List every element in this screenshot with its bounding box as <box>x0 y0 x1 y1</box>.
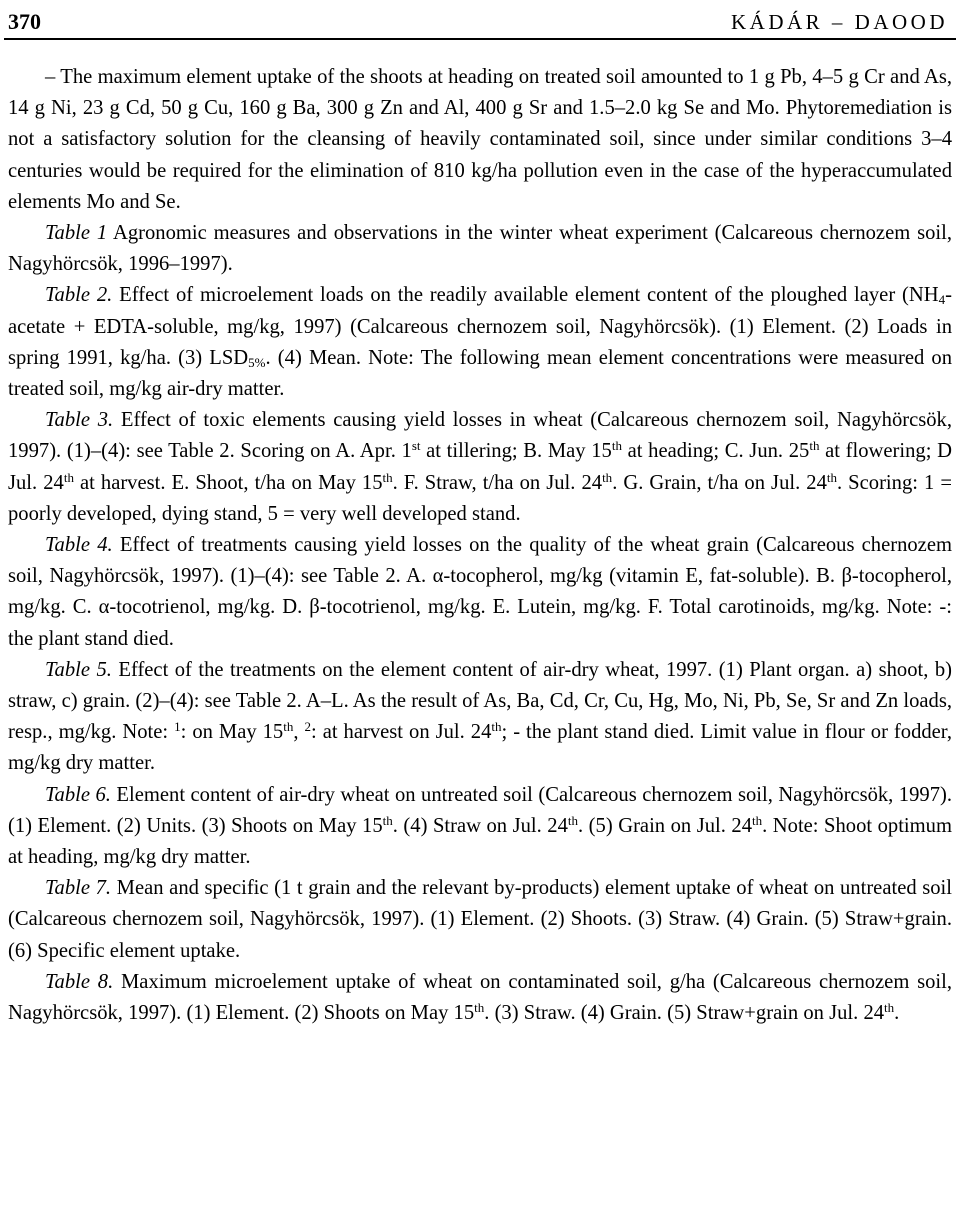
superscript: 2 <box>304 719 311 735</box>
caption-label: Table 6. <box>45 783 111 806</box>
page-header <box>4 4 956 40</box>
caption-text: : at harvest on Jul. 24 <box>311 721 492 744</box>
superscript: th <box>826 469 837 485</box>
caption-label: Table 3. <box>45 409 114 432</box>
caption-text: . Note: Shoot optimum at heading, mg/kg dry matter. <box>8 814 952 869</box>
caption-text: . (3) Straw. (4) Grain. (5) Straw+grain on Jul. 24 <box>484 1002 885 1025</box>
running-head: KÁDÁR – DAOOD <box>731 10 948 34</box>
subscript: 4 <box>938 292 946 308</box>
caption-text: -acetate + EDTA-soluble, mg/kg, 1997) (Calcareous chernozem soil, Nagyhörcsök). (1) Element. (2) Loads in spring 1991, kg/ha. (3) LSD <box>8 284 952 369</box>
subscript: 5% <box>248 354 266 370</box>
caption-label: Table 4. <box>45 534 113 557</box>
caption-text: at harvest. E. Shoot, t/ha on May 15 <box>73 471 383 494</box>
caption-label: Table 1 <box>45 222 108 245</box>
superscript: th <box>567 812 579 828</box>
caption-text: . F. Straw, t/ha on Jul. 24 <box>392 471 603 494</box>
caption-table-7 <box>8 873 952 967</box>
caption-text: Effect of the treatments on the element content of air-dry wheat, 1997. (1) Plant organ. a) shoot, b) straw, c) grain. (2)–(4): see Table 2. A–L. As the result of As, Ba, Cd, Cr, Cu, Hg, Mo, Ni, Pb, Se, Sr and Zn loads, resp., mg/kg. Note: <box>8 658 952 744</box>
caption-text: . (5) Grain on Jul. 24 <box>578 814 752 837</box>
superscript: 1 <box>174 719 181 735</box>
caption-text: : on May 15 <box>180 721 284 744</box>
intro-text: – The maximum element uptake of the shoots at heading on treated soil amounted to 1 g Pb, 4–5 g Cr and As, 14 g Ni, 23 g Cd, 50 g Cu, 160 g Ba, 300 g Zn and Al, 400 g Sr and 1.5–2.0 kg Se and Mo. Phytoremediation is not a satisfactory solution for the cleansing of heavily contaminated soil, since under similar conditions 3–4 centuries would be required for the elimination of 810 kg/ha pollution even in the case of the hyperaccumulated elements Mo and Se. <box>8 66 952 213</box>
superscript: th <box>382 812 393 828</box>
superscript: th <box>884 1000 895 1016</box>
superscript: th <box>752 812 763 828</box>
superscript: th <box>63 469 74 485</box>
caption-table-1 <box>8 218 952 280</box>
caption-text: Effect of toxic elements causing yield losses in wheat (Calcareous chernozem soil, Nagyhörcsök, 1997). (1)–(4): see Table 2. Scoring on A. Apr. 1 <box>8 409 952 463</box>
body-text <box>8 62 952 1029</box>
caption-table-2 <box>8 280 952 405</box>
caption-text: . <box>894 1002 900 1025</box>
caption-text: Mean and specific (1 t grain and the relevant by-products) element uptake of wheat on untreated soil (Calcareous chernozem soil, Nagyhörcsök, 1997). (1) Element. (2) Shoots. (3) Straw. (4) Grain. (5) Straw+grain. (6) Specific element uptake. <box>8 877 952 962</box>
superscript: th <box>382 469 393 485</box>
caption-text: . (4) Straw on Jul. 24 <box>392 814 568 837</box>
caption-label: Table 7. <box>45 877 112 900</box>
caption-label: Table 2. <box>45 284 113 307</box>
caption-text: Effect of treatments causing yield losses on the quality of the wheat grain (Calcareous chernozem soil, Nagyhörcsök, 1997). (1)–(4): see Table 2. A. α-tocopherol, mg/kg (vitamin E, fat-soluble). B. β-tocopherol, mg/kg. C. α-tocotrienol, mg/kg. D. β-tocotrienol, mg/kg. E. Lutein, mg/kg. F. Total carotinoids, mg/kg. Note: -: the plant stand died. <box>8 534 952 650</box>
superscript: th <box>491 719 502 735</box>
caption-table-5 <box>8 655 952 780</box>
superscript: th <box>809 438 820 454</box>
caption-text: . G. Grain, t/ha on Jul. 24 <box>612 471 827 494</box>
caption-text: Effect of microelement loads on the readily available element content of the ploughed layer (NH <box>112 284 939 307</box>
caption-text: at tillering; B. May 15 <box>420 440 612 463</box>
caption-text: Maximum microelement uptake of wheat on contaminated soil, g/ha (Calcareous chernozem soil, Nagyhörcsök, 1997). (1) Element. (2) Shoots on May 15 <box>8 970 952 1025</box>
superscript: st <box>411 438 421 454</box>
caption-text: Agronomic measures and observations in the winter wheat experiment (Calcareous chernozem soil, Nagyhörcsök, 1996–1997). <box>8 222 953 276</box>
page-number: 370 <box>8 9 41 34</box>
superscript: th <box>611 438 622 454</box>
caption-text: Element content of air-dry wheat on untreated soil (Calcareous chernozem soil, Nagyhörcsök, 1997). (1) Element. (2) Units. (3) Shoots on May 15 <box>8 783 952 837</box>
caption-text: ; - the plant stand died. Limit value in flour or fodder, mg/kg dry matter. <box>8 721 952 775</box>
caption-text: . (4) Mean. Note: The following mean element concentrations were measured on treated soil, mg/kg air-dry matter. <box>8 346 953 401</box>
caption-text: . Scoring: 1 = poorly developed, dying stand, 5 = very well developed stand. <box>8 471 952 525</box>
superscript: th <box>283 719 294 735</box>
intro-paragraph <box>8 62 952 218</box>
caption-text: , <box>293 721 305 744</box>
caption-table-6 <box>8 780 952 874</box>
caption-text: at heading; C. Jun. 25 <box>621 440 810 463</box>
caption-table-8 <box>8 967 952 1029</box>
caption-text: at flowering; D Jul. 24 <box>8 440 952 494</box>
caption-label: Table 8. <box>45 970 114 993</box>
caption-table-3 <box>8 405 952 530</box>
superscript: th <box>474 1000 485 1016</box>
superscript: th <box>602 469 613 485</box>
caption-table-4 <box>8 530 952 655</box>
caption-label: Table 5. <box>45 658 112 681</box>
